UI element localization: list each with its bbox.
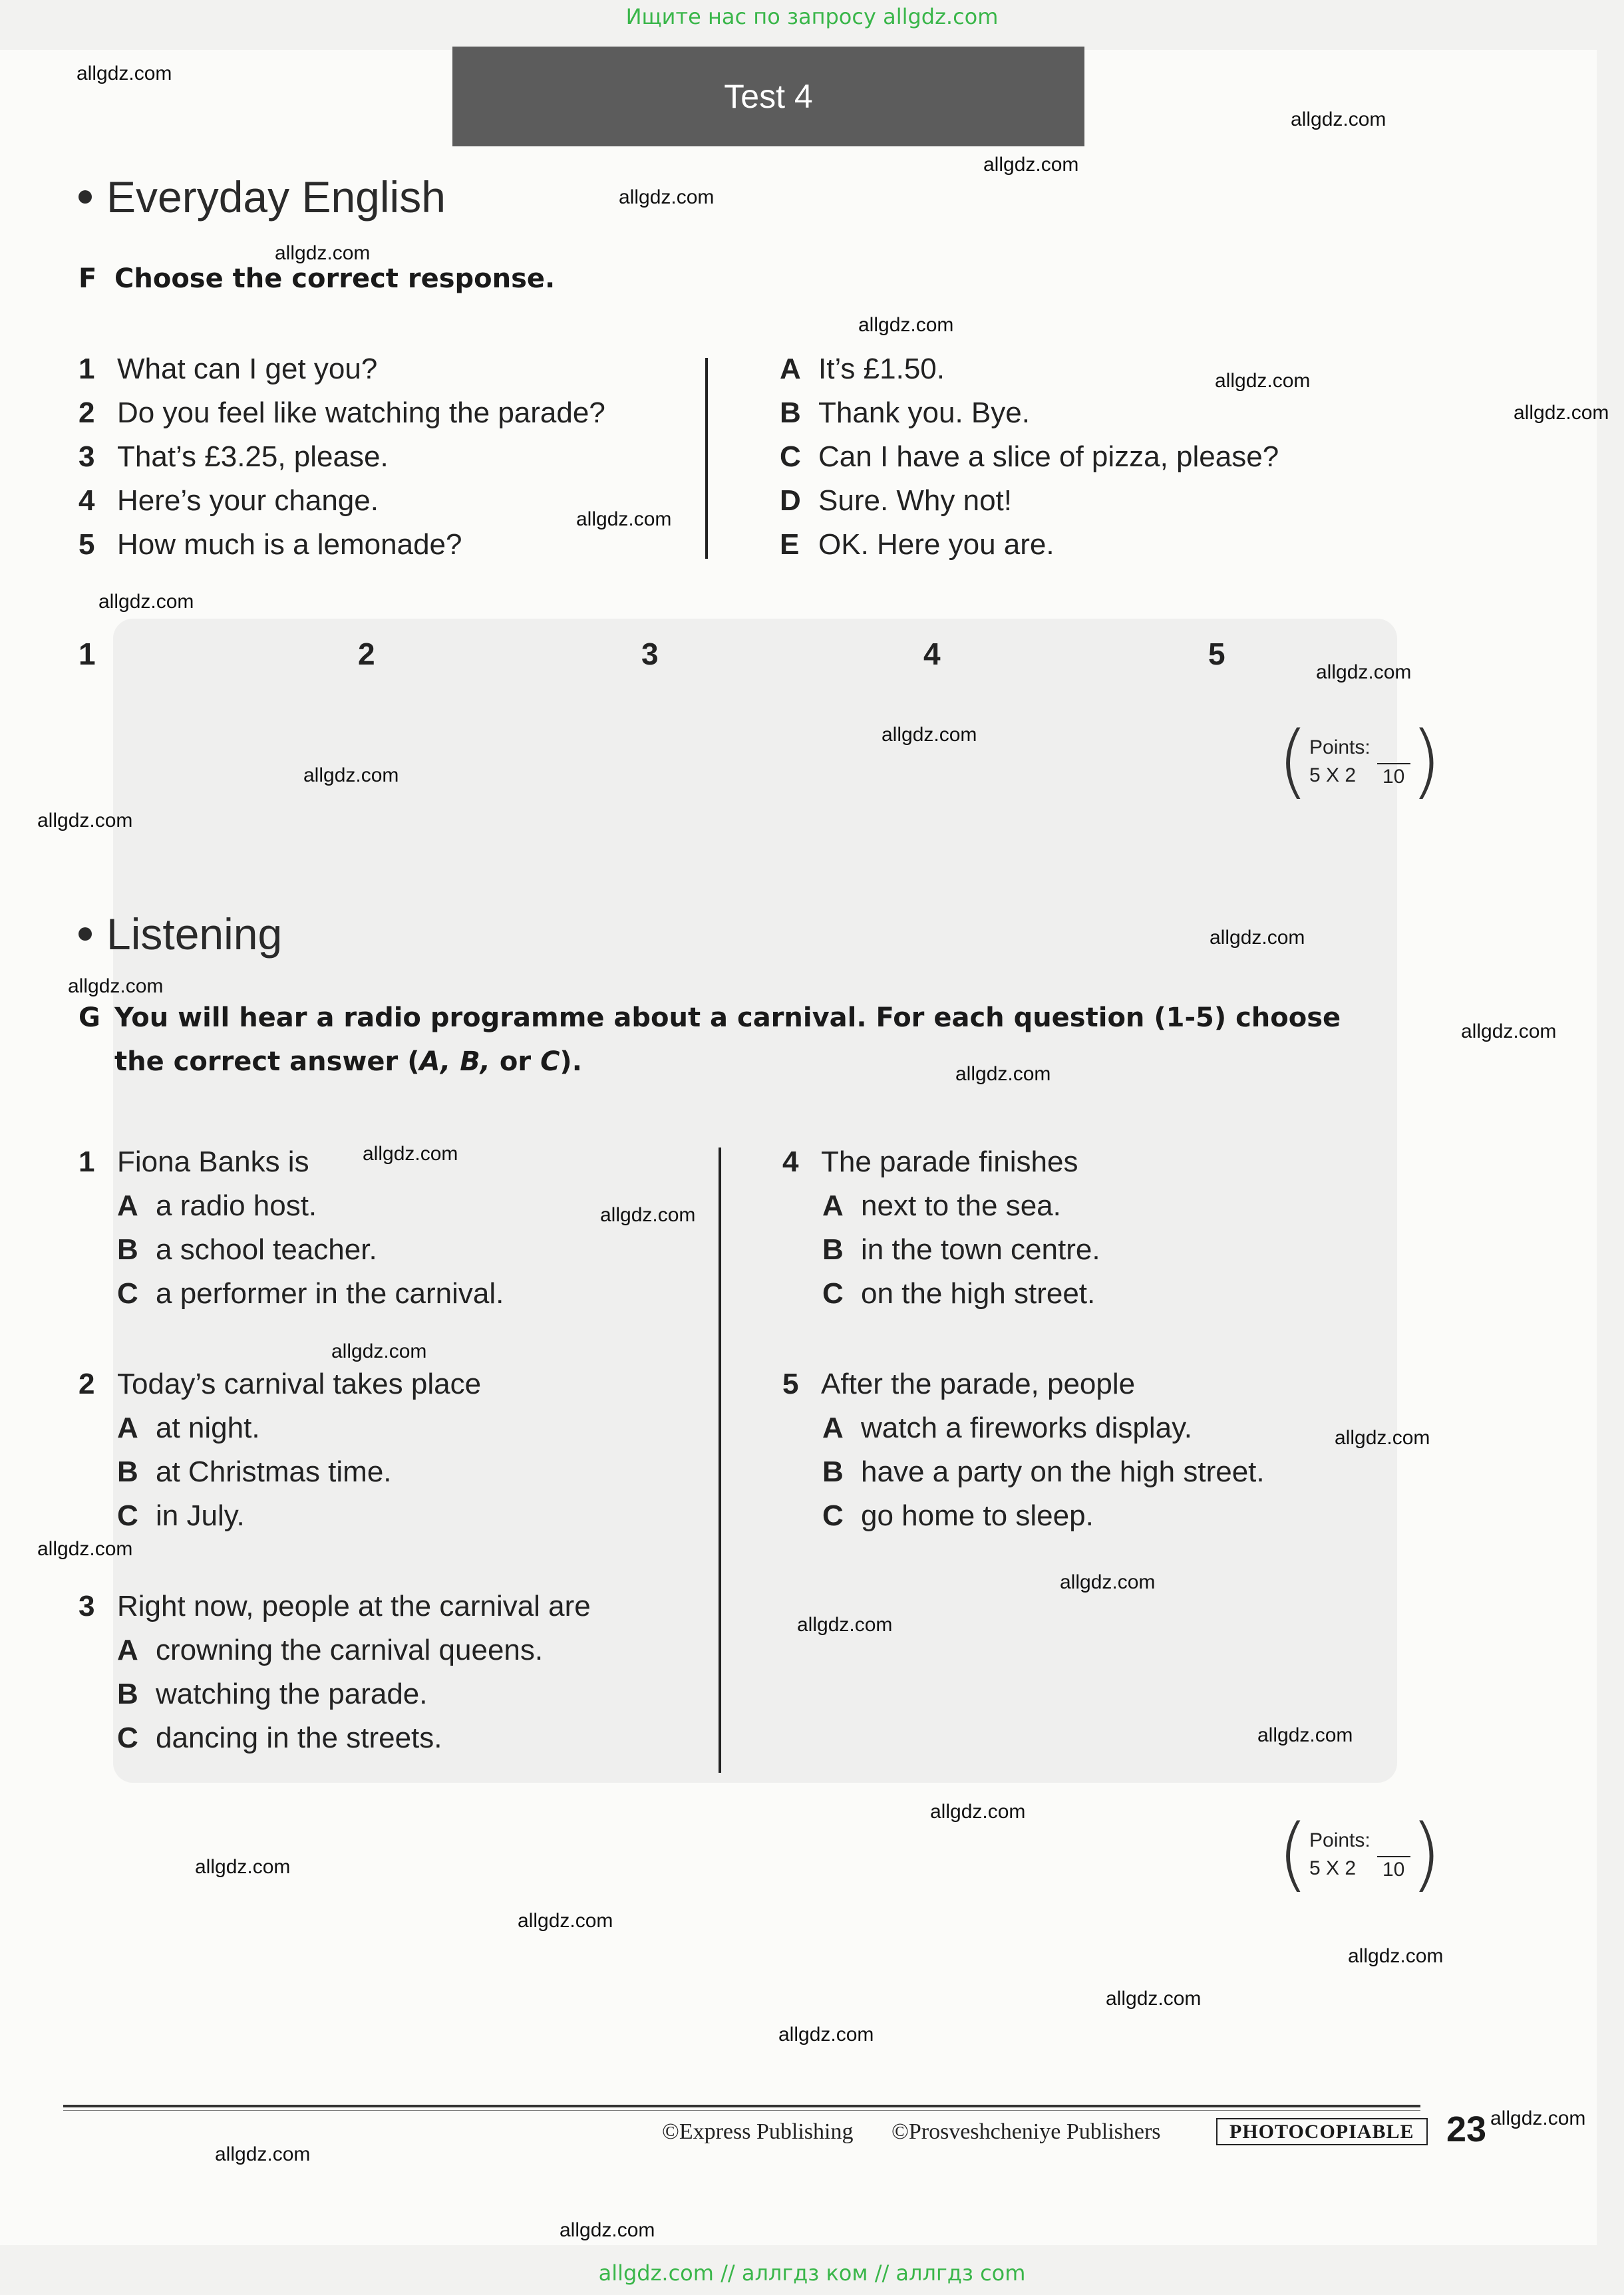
- watermark: allgdz.com: [1215, 370, 1311, 392]
- page-number: 23: [1446, 2109, 1487, 2149]
- section-title-everyday-english: Everyday English: [79, 172, 446, 222]
- footer-rule-thin: [63, 2110, 1420, 2111]
- option-2b[interactable]: B at Christmas time.: [117, 1455, 392, 1488]
- watermark: allgdz.com: [303, 764, 399, 786]
- response-c: C Can I have a slice of pizza, please?: [780, 440, 1279, 473]
- option-2c[interactable]: C in July.: [117, 1499, 245, 1532]
- option-5b[interactable]: B have a party on the high street.: [822, 1455, 1265, 1488]
- option-1b[interactable]: B a school teacher.: [117, 1233, 377, 1266]
- column-divider: [719, 1148, 721, 1773]
- points-blank: [1377, 763, 1410, 764]
- bullet-icon: [79, 927, 92, 941]
- answer-slot-5[interactable]: 5: [1208, 637, 1225, 671]
- watermark: allgdz.com: [68, 975, 164, 997]
- right-paren-icon: ): [1410, 1808, 1442, 1901]
- watermark: allgdz.com: [778, 2024, 874, 2046]
- watermark: allgdz.com: [560, 2219, 655, 2241]
- option-1a[interactable]: A a radio host.: [117, 1189, 317, 1222]
- question-g-2: 2 Today’s carnival takes place: [79, 1368, 482, 1400]
- option-3b[interactable]: B watching the parade.: [117, 1678, 428, 1710]
- instruction-f: F Choose the correct response.: [79, 263, 556, 294]
- answer-slot-2[interactable]: 2: [358, 637, 375, 671]
- points-box-g: ( Points: 5 X 2 10 ): [1277, 1808, 1442, 1901]
- watermark: allgdz.com: [1348, 1945, 1444, 1967]
- watermark: allgdz.com: [1461, 1020, 1557, 1042]
- question-f-3: 3 That’s £3.25, please.: [79, 440, 389, 473]
- watermark: allgdz.com: [1106, 1988, 1202, 2010]
- watermark: allgdz.com: [797, 1614, 893, 1636]
- watermark: allgdz.com: [1291, 108, 1386, 130]
- question-g-1: 1 Fiona Banks is: [79, 1146, 309, 1178]
- footer-publisher-2: ©Prosveshcheniye Publishers: [892, 2119, 1161, 2144]
- watermark: allgdz.com: [955, 1063, 1051, 1085]
- watermark: allgdz.com: [77, 63, 172, 84]
- left-paren-icon: (: [1277, 715, 1309, 808]
- option-4a[interactable]: A next to the sea.: [822, 1189, 1061, 1222]
- answer-slot-4[interactable]: 4: [923, 637, 941, 671]
- watermark: allgdz.com: [363, 1143, 458, 1165]
- question-g-5: 5 After the parade, people: [782, 1368, 1136, 1400]
- option-3a[interactable]: A crowning the carnival queens.: [117, 1634, 544, 1666]
- option-5c[interactable]: C go home to sleep.: [822, 1499, 1094, 1532]
- option-4b[interactable]: B in the town centre.: [822, 1233, 1100, 1266]
- watermark: allgdz.com: [1060, 1571, 1156, 1593]
- question-f-2: 2 Do you feel like watching the parade?: [79, 396, 605, 429]
- left-paren-icon: (: [1277, 1808, 1309, 1901]
- points-box-f: ( Points: 5 X 2 10 ): [1277, 715, 1442, 808]
- question-g-3: 3 Right now, people at the carnival are: [79, 1590, 591, 1622]
- watermark: allgdz.com: [983, 154, 1079, 176]
- bullet-icon: [79, 190, 92, 204]
- answer-slot-3[interactable]: 3: [641, 637, 659, 671]
- right-paren-icon: ): [1410, 715, 1442, 808]
- watermark: allgdz.com: [858, 314, 954, 336]
- test-header: [452, 47, 1084, 146]
- option-2a[interactable]: A at night.: [117, 1412, 260, 1444]
- photocopiable-badge: PHOTOCOPIABLE: [1216, 2121, 1428, 2143]
- watermark: allgdz.com: [576, 508, 672, 530]
- response-d: D Sure. Why not!: [780, 484, 1013, 517]
- watermark: allgdz.com: [1257, 1724, 1353, 1746]
- watermark: allgdz.com: [619, 186, 715, 208]
- watermark: allgdz.com: [1210, 927, 1305, 949]
- option-4c[interactable]: C on the high street.: [822, 1277, 1096, 1310]
- watermark: allgdz.com: [37, 1538, 133, 1560]
- footer-publisher-1: ©Express Publishing: [662, 2119, 854, 2144]
- footer-rule: [63, 2105, 1420, 2107]
- question-g-4: 4 The parade finishes: [782, 1146, 1078, 1178]
- watermark: allgdz.com: [518, 1910, 613, 1932]
- watermark: allgdz.com: [930, 1801, 1026, 1823]
- watermark: allgdz.com: [215, 2143, 311, 2165]
- watermark: allgdz.com: [1514, 402, 1609, 424]
- watermark: allgdz.com: [331, 1340, 427, 1362]
- watermark: allgdz.com: [1490, 2107, 1586, 2129]
- watermark: allgdz.com: [1335, 1427, 1430, 1449]
- watermark: allgdz.com: [882, 724, 977, 746]
- watermark: allgdz.com: [275, 242, 371, 264]
- watermark: allgdz.com: [37, 810, 133, 832]
- option-3c[interactable]: C dancing in the streets.: [117, 1722, 442, 1754]
- watermark: allgdz.com: [600, 1204, 696, 1226]
- option-5a[interactable]: A watch a fireworks display.: [822, 1412, 1193, 1444]
- bottom-banner: allgdz.com // аллгдз ком // аллгдз com: [598, 2260, 1026, 2286]
- test-title: Test 4: [724, 78, 813, 115]
- watermark: allgdz.com: [1316, 661, 1412, 683]
- top-banner: Ищите нас по запросу allgdz.com: [625, 4, 999, 29]
- watermark: allgdz.com: [195, 1856, 291, 1878]
- points-blank: [1377, 1856, 1410, 1857]
- watermark: allgdz.com: [98, 591, 194, 613]
- response-b: B Thank you. Bye.: [780, 396, 1030, 429]
- question-f-4: 4 Here’s your change.: [79, 484, 379, 517]
- response-a: A It’s £1.50.: [780, 353, 945, 385]
- instruction-g: G You will hear a radio programme about a carnival. For each question (1-5) choose the correct answer (A, B, or C).: [79, 1002, 1341, 1077]
- question-f-5: 5 How much is a lemonade?: [79, 528, 462, 561]
- section-title-listening: Listening: [79, 909, 282, 959]
- option-1c[interactable]: C a performer in the carnival.: [117, 1277, 504, 1310]
- response-e: E OK. Here you are.: [780, 528, 1055, 561]
- column-divider: [705, 358, 708, 559]
- question-f-1: 1 What can I get you?: [79, 353, 378, 385]
- answer-slot-1[interactable]: 1: [79, 637, 96, 671]
